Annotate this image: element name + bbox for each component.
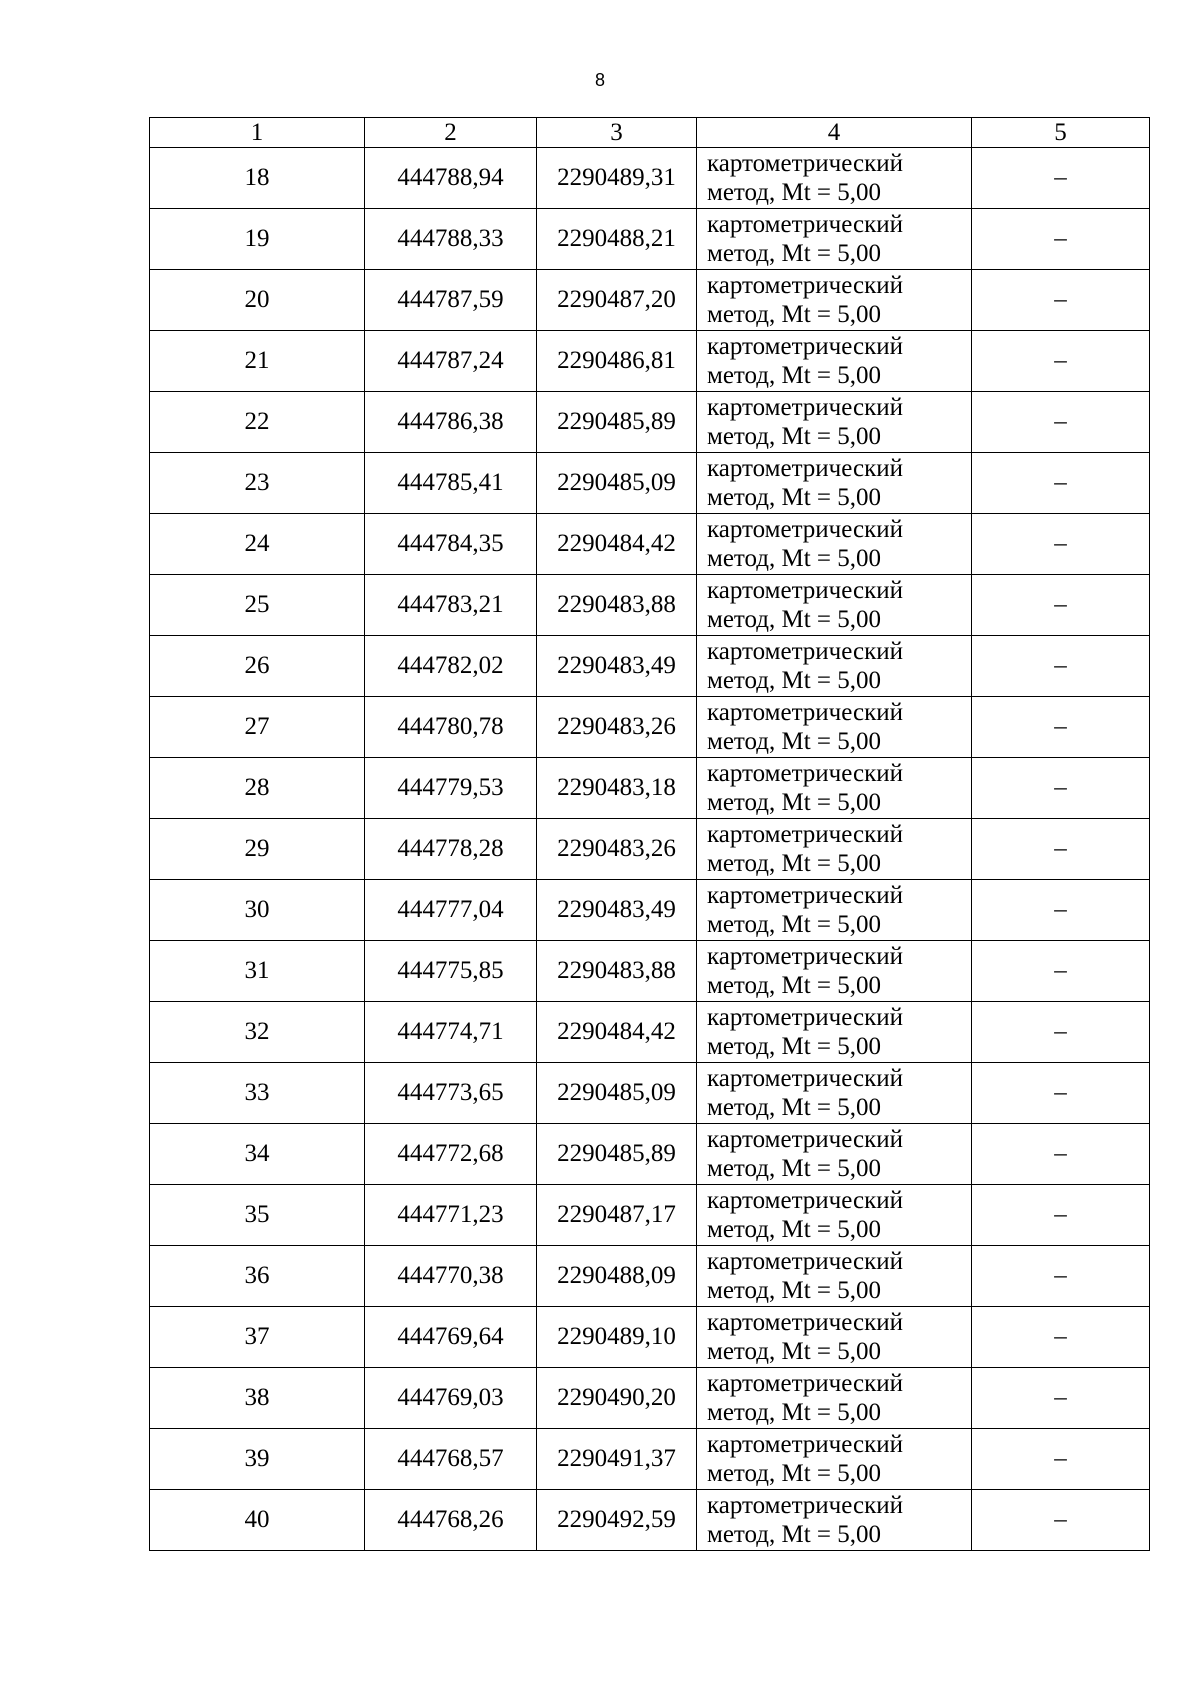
note-cell: – xyxy=(972,392,1150,453)
point-number-cell: 30 xyxy=(150,880,365,941)
point-number-cell: 20 xyxy=(150,270,365,331)
note-cell: – xyxy=(972,1002,1150,1063)
table-row xyxy=(150,1063,1150,1124)
table-row xyxy=(150,819,1150,880)
method-cell xyxy=(697,1429,972,1490)
method-line-2: метод, Mt = 5,00 xyxy=(707,606,882,633)
table-row xyxy=(150,453,1150,514)
table-row xyxy=(150,514,1150,575)
method-cell xyxy=(697,148,972,209)
method-line-1: картометрический xyxy=(707,943,903,970)
table-row xyxy=(150,1368,1150,1429)
method-line-2: метод, Mt = 5,00 xyxy=(707,1460,882,1487)
x-coordinate-cell: 444770,38 xyxy=(365,1246,537,1307)
note-cell: – xyxy=(972,941,1150,1002)
note-cell: – xyxy=(972,270,1150,331)
header-row xyxy=(150,118,1150,148)
point-number-cell: 34 xyxy=(150,1124,365,1185)
point-number-cell: 24 xyxy=(150,514,365,575)
point-number-cell: 37 xyxy=(150,1307,365,1368)
method-line-2: метод, Mt = 5,00 xyxy=(707,545,882,572)
y-coordinate-cell: 2290488,21 xyxy=(537,209,697,270)
note-cell: – xyxy=(972,697,1150,758)
table-row xyxy=(150,209,1150,270)
method-line-2: метод, Mt = 5,00 xyxy=(707,423,882,450)
method-line-2: метод, Mt = 5,00 xyxy=(707,667,882,694)
point-number-cell: 33 xyxy=(150,1063,365,1124)
method-line-1: картометрический xyxy=(707,1309,903,1336)
method-line-1: картометрический xyxy=(707,760,903,787)
y-coordinate-cell: 2290483,49 xyxy=(537,636,697,697)
table-row xyxy=(150,941,1150,1002)
table-row xyxy=(150,1429,1150,1490)
y-coordinate-cell: 2290487,17 xyxy=(537,1185,697,1246)
y-coordinate-cell: 2290483,49 xyxy=(537,880,697,941)
y-coordinate-cell: 2290484,42 xyxy=(537,1002,697,1063)
x-coordinate-cell: 444778,28 xyxy=(365,819,537,880)
method-line-2: метод, Mt = 5,00 xyxy=(707,1521,882,1548)
x-coordinate-cell: 444779,53 xyxy=(365,758,537,819)
note-cell: – xyxy=(972,880,1150,941)
coordinates-table xyxy=(149,117,1150,1551)
table-row xyxy=(150,880,1150,941)
method-cell xyxy=(697,209,972,270)
point-number-cell: 36 xyxy=(150,1246,365,1307)
point-number-cell: 28 xyxy=(150,758,365,819)
method-cell xyxy=(697,758,972,819)
point-number-cell: 26 xyxy=(150,636,365,697)
method-cell xyxy=(697,270,972,331)
method-line-1: картометрический xyxy=(707,516,903,543)
header-col-2: 2 xyxy=(365,118,537,148)
header-col-5: 5 xyxy=(972,118,1150,148)
table-row xyxy=(150,1307,1150,1368)
note-cell: – xyxy=(972,636,1150,697)
method-cell xyxy=(697,941,972,1002)
method-line-1: картометрический xyxy=(707,272,903,299)
method-line-1: картометрический xyxy=(707,1492,903,1519)
method-line-2: метод, Mt = 5,00 xyxy=(707,728,882,755)
method-line-2: метод, Mt = 5,00 xyxy=(707,362,882,389)
table-row xyxy=(150,697,1150,758)
x-coordinate-cell: 444786,38 xyxy=(365,392,537,453)
table-row xyxy=(150,392,1150,453)
method-cell xyxy=(697,697,972,758)
y-coordinate-cell: 2290483,26 xyxy=(537,819,697,880)
method-cell xyxy=(697,1490,972,1551)
point-number-cell: 32 xyxy=(150,1002,365,1063)
x-coordinate-cell: 444785,41 xyxy=(365,453,537,514)
method-cell xyxy=(697,880,972,941)
x-coordinate-cell: 444788,94 xyxy=(365,148,537,209)
y-coordinate-cell: 2290483,18 xyxy=(537,758,697,819)
note-cell: – xyxy=(972,148,1150,209)
note-cell: – xyxy=(972,575,1150,636)
method-line-2: метод, Mt = 5,00 xyxy=(707,484,882,511)
method-line-2: метод, Mt = 5,00 xyxy=(707,1338,882,1365)
y-coordinate-cell: 2290490,20 xyxy=(537,1368,697,1429)
y-coordinate-cell: 2290484,42 xyxy=(537,514,697,575)
y-coordinate-cell: 2290483,88 xyxy=(537,941,697,1002)
x-coordinate-cell: 444773,65 xyxy=(365,1063,537,1124)
point-number-cell: 27 xyxy=(150,697,365,758)
table-body xyxy=(150,148,1150,1551)
point-number-cell: 39 xyxy=(150,1429,365,1490)
method-line-2: метод, Mt = 5,00 xyxy=(707,301,882,328)
method-line-2: метод, Mt = 5,00 xyxy=(707,1216,882,1243)
note-cell: – xyxy=(972,1429,1150,1490)
point-number-cell: 19 xyxy=(150,209,365,270)
point-number-cell: 18 xyxy=(150,148,365,209)
y-coordinate-cell: 2290487,20 xyxy=(537,270,697,331)
x-coordinate-cell: 444787,24 xyxy=(365,331,537,392)
x-coordinate-cell: 444774,71 xyxy=(365,1002,537,1063)
note-cell: – xyxy=(972,1063,1150,1124)
method-line-2: метод, Mt = 5,00 xyxy=(707,1094,882,1121)
x-coordinate-cell: 444769,03 xyxy=(365,1368,537,1429)
x-coordinate-cell: 444787,59 xyxy=(365,270,537,331)
method-line-1: картометрический xyxy=(707,333,903,360)
method-cell xyxy=(697,392,972,453)
method-line-1: картометрический xyxy=(707,821,903,848)
note-cell: – xyxy=(972,514,1150,575)
point-number-cell: 35 xyxy=(150,1185,365,1246)
x-coordinate-cell: 444777,04 xyxy=(365,880,537,941)
header-col-1: 1 xyxy=(150,118,365,148)
note-cell: – xyxy=(972,1246,1150,1307)
point-number-cell: 25 xyxy=(150,575,365,636)
table-row xyxy=(150,1185,1150,1246)
note-cell: – xyxy=(972,453,1150,514)
method-line-1: картометрический xyxy=(707,455,903,482)
method-line-1: картометрический xyxy=(707,577,903,604)
note-cell: – xyxy=(972,819,1150,880)
table-row xyxy=(150,758,1150,819)
table-row xyxy=(150,1246,1150,1307)
method-line-1: картометрический xyxy=(707,882,903,909)
method-line-1: картометрический xyxy=(707,1431,903,1458)
method-line-1: картометрический xyxy=(707,1126,903,1153)
point-number-cell: 31 xyxy=(150,941,365,1002)
x-coordinate-cell: 444784,35 xyxy=(365,514,537,575)
method-line-2: метод, Mt = 5,00 xyxy=(707,1277,882,1304)
x-coordinate-cell: 444772,68 xyxy=(365,1124,537,1185)
method-line-1: картометрический xyxy=(707,699,903,726)
method-cell xyxy=(697,575,972,636)
y-coordinate-cell: 2290488,09 xyxy=(537,1246,697,1307)
method-line-2: метод, Mt = 5,00 xyxy=(707,179,882,206)
y-coordinate-cell: 2290486,81 xyxy=(537,331,697,392)
method-line-2: метод, Mt = 5,00 xyxy=(707,789,882,816)
method-line-1: картометрический xyxy=(707,394,903,421)
x-coordinate-cell: 444775,85 xyxy=(365,941,537,1002)
y-coordinate-cell: 2290483,26 xyxy=(537,697,697,758)
x-coordinate-cell: 444782,02 xyxy=(365,636,537,697)
y-coordinate-cell: 2290489,31 xyxy=(537,148,697,209)
point-number-cell: 29 xyxy=(150,819,365,880)
method-cell xyxy=(697,331,972,392)
method-cell xyxy=(697,1124,972,1185)
table-row xyxy=(150,331,1150,392)
point-number-cell: 23 xyxy=(150,453,365,514)
note-cell: – xyxy=(972,331,1150,392)
x-coordinate-cell: 444768,57 xyxy=(365,1429,537,1490)
y-coordinate-cell: 2290485,89 xyxy=(537,392,697,453)
point-number-cell: 38 xyxy=(150,1368,365,1429)
table-header xyxy=(150,118,1150,148)
method-cell xyxy=(697,453,972,514)
method-cell xyxy=(697,1307,972,1368)
method-cell xyxy=(697,1063,972,1124)
header-col-4: 4 xyxy=(697,118,972,148)
method-cell xyxy=(697,514,972,575)
note-cell: – xyxy=(972,1124,1150,1185)
method-line-1: картометрический xyxy=(707,150,903,177)
method-line-1: картометрический xyxy=(707,1065,903,1092)
table-row xyxy=(150,1490,1150,1551)
y-coordinate-cell: 2290483,88 xyxy=(537,575,697,636)
y-coordinate-cell: 2290485,09 xyxy=(537,1063,697,1124)
note-cell: – xyxy=(972,758,1150,819)
method-line-2: метод, Mt = 5,00 xyxy=(707,240,882,267)
y-coordinate-cell: 2290485,89 xyxy=(537,1124,697,1185)
method-cell xyxy=(697,1368,972,1429)
method-line-2: метод, Mt = 5,00 xyxy=(707,911,882,938)
method-line-1: картометрический xyxy=(707,1004,903,1031)
x-coordinate-cell: 444768,26 xyxy=(365,1490,537,1551)
method-cell xyxy=(697,1246,972,1307)
point-number-cell: 21 xyxy=(150,331,365,392)
x-coordinate-cell: 444780,78 xyxy=(365,697,537,758)
y-coordinate-cell: 2290492,59 xyxy=(537,1490,697,1551)
header-col-3: 3 xyxy=(537,118,697,148)
page-number: 8 xyxy=(594,70,605,90)
x-coordinate-cell: 444771,23 xyxy=(365,1185,537,1246)
x-coordinate-cell: 444769,64 xyxy=(365,1307,537,1368)
table-row xyxy=(150,1002,1150,1063)
note-cell: – xyxy=(972,1490,1150,1551)
method-line-2: метод, Mt = 5,00 xyxy=(707,1399,882,1426)
method-line-2: метод, Mt = 5,00 xyxy=(707,972,882,999)
table-row xyxy=(150,270,1150,331)
y-coordinate-cell: 2290489,10 xyxy=(537,1307,697,1368)
note-cell: – xyxy=(972,209,1150,270)
point-number-cell: 22 xyxy=(150,392,365,453)
y-coordinate-cell: 2290485,09 xyxy=(537,453,697,514)
method-cell xyxy=(697,636,972,697)
method-line-1: картометрический xyxy=(707,638,903,665)
method-line-1: картометрический xyxy=(707,1370,903,1397)
note-cell: – xyxy=(972,1185,1150,1246)
method-cell xyxy=(697,1002,972,1063)
method-cell xyxy=(697,819,972,880)
table-row xyxy=(150,575,1150,636)
method-line-1: картометрический xyxy=(707,211,903,238)
table-row xyxy=(150,1124,1150,1185)
note-cell: – xyxy=(972,1368,1150,1429)
note-cell: – xyxy=(972,1307,1150,1368)
x-coordinate-cell: 444783,21 xyxy=(365,575,537,636)
method-line-1: картометрический xyxy=(707,1248,903,1275)
method-cell xyxy=(697,1185,972,1246)
x-coordinate-cell: 444788,33 xyxy=(365,209,537,270)
point-number-cell: 40 xyxy=(150,1490,365,1551)
method-line-2: метод, Mt = 5,00 xyxy=(707,1033,882,1060)
method-line-1: картометрический xyxy=(707,1187,903,1214)
method-line-2: метод, Mt = 5,00 xyxy=(707,850,882,877)
y-coordinate-cell: 2290491,37 xyxy=(537,1429,697,1490)
table-row xyxy=(150,148,1150,209)
table-row xyxy=(150,636,1150,697)
method-line-2: метод, Mt = 5,00 xyxy=(707,1155,882,1182)
